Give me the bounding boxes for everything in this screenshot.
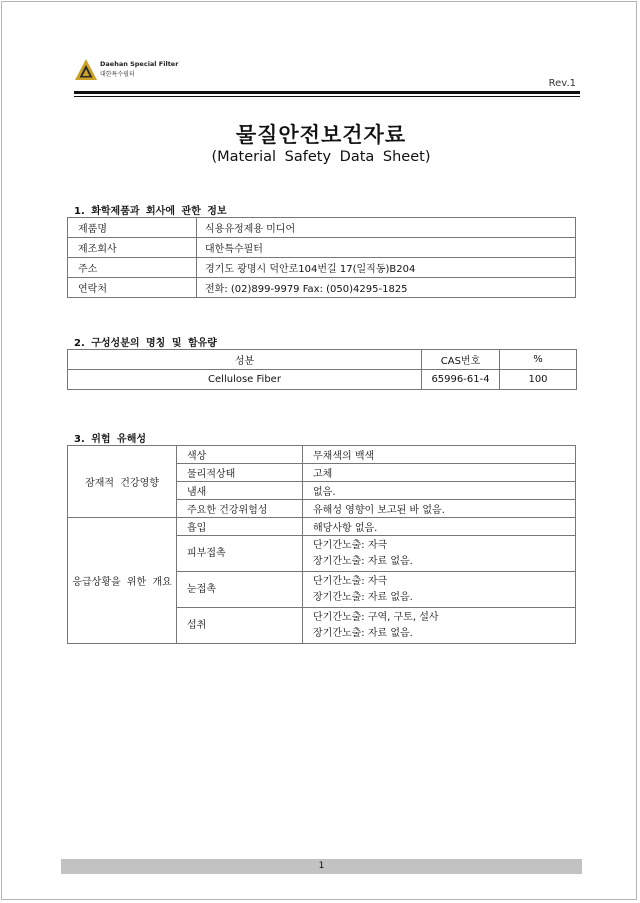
company-logo xyxy=(74,58,179,82)
hazard-item-value xyxy=(303,572,576,608)
logo-text-ko: 대한특수필터 xyxy=(100,71,135,78)
value-line: 단기간노출: 자극 xyxy=(313,539,388,551)
hazard-item-value xyxy=(303,464,576,482)
value-line: 유해성 영향이 보고된 바 없음. xyxy=(313,505,445,516)
field-label: 제품명 xyxy=(68,218,197,238)
hazard-item-value xyxy=(303,482,576,500)
value-line: 무채색의 백색 xyxy=(313,451,375,462)
hazard-item-value xyxy=(303,500,576,518)
field-value: 대한특수필터 xyxy=(197,238,576,258)
hazard-category: 잠재적 건강영향 xyxy=(68,446,177,518)
hazard-item-label: 섭취 xyxy=(177,608,303,644)
value-line: 장기간노출: 자료 없음. xyxy=(313,627,413,639)
table-header-row xyxy=(68,350,577,370)
header-rule-thin xyxy=(74,96,580,97)
value-line: 장기간노출: 자료 없음. xyxy=(313,555,413,567)
hazard-item-label: 물리적상태 xyxy=(177,464,303,482)
field-value: 식용유정제용 미디어 xyxy=(197,218,576,238)
table-row xyxy=(68,218,576,238)
hazard-item-label: 눈접촉 xyxy=(177,572,303,608)
field-label: 제조회사 xyxy=(68,238,197,258)
revision-label: Rev.1 xyxy=(548,78,576,89)
header-rule-thick xyxy=(74,91,580,94)
hazard-table xyxy=(67,445,576,644)
header-cell-cas: CAS번호 xyxy=(422,350,500,370)
logo-triangle-icon xyxy=(74,58,98,82)
logo-text-en: Daehan Special Filter xyxy=(100,60,179,68)
field-value: 전화: (02)899-9979 Fax: (050)4295-1825 xyxy=(197,278,576,298)
composition-table xyxy=(67,349,577,390)
section3-heading: 3. 위험 유해성 xyxy=(74,434,147,445)
component-name: Cellulose Fiber xyxy=(68,370,422,390)
hazard-item-value xyxy=(303,536,576,572)
table-row xyxy=(68,518,576,536)
hazard-item-label: 주요한 건강위험성 xyxy=(177,500,303,518)
hazard-item-value xyxy=(303,518,576,536)
hazard-category: 응급상황을 위한 개요 xyxy=(68,518,177,644)
product-info-table xyxy=(67,217,576,298)
table-row xyxy=(68,238,576,258)
footer-bar xyxy=(61,859,582,874)
section1-heading: 1. 화학제품과 회사에 관한 정보 xyxy=(74,206,227,217)
value-line: 없음. xyxy=(313,487,336,498)
table-row xyxy=(68,258,576,278)
field-label: 연락처 xyxy=(68,278,197,298)
cas-number: 65996-61-4 xyxy=(422,370,500,390)
value-line: 해당사항 없음. xyxy=(313,523,378,534)
hazard-item-value xyxy=(303,608,576,644)
page-number: 1 xyxy=(318,861,325,871)
header-cell-component: 성분 xyxy=(68,350,422,370)
document-page xyxy=(1,1,637,900)
table-row xyxy=(68,278,576,298)
hazard-item-value xyxy=(303,446,576,464)
table-row xyxy=(68,370,577,390)
document-subtitle: (Material Safety Data Sheet) xyxy=(211,149,431,165)
value-line: 단기간노출: 자극 xyxy=(313,575,388,587)
value-line: 고체 xyxy=(313,469,333,480)
table-row xyxy=(68,446,576,464)
hazard-item-label: 색상 xyxy=(177,446,303,464)
field-label: 주소 xyxy=(68,258,197,278)
hazard-item-label: 냄새 xyxy=(177,482,303,500)
percent-value: 100 xyxy=(500,370,577,390)
hazard-item-label: 피부접촉 xyxy=(177,536,303,572)
document-title: 물질안전보건자료 xyxy=(235,123,407,147)
section2-heading: 2. 구성성분의 명칭 및 함유량 xyxy=(74,338,217,349)
hazard-item-label: 흡입 xyxy=(177,518,303,536)
value-line: 단기간노출: 구역, 구토, 설사 xyxy=(313,611,439,623)
value-line: 장기간노출: 자료 없음. xyxy=(313,591,413,603)
field-value: 경기도 광명시 덕안로104번길 17(일직동)B204 xyxy=(197,258,576,278)
header-cell-percent: % xyxy=(500,350,577,370)
